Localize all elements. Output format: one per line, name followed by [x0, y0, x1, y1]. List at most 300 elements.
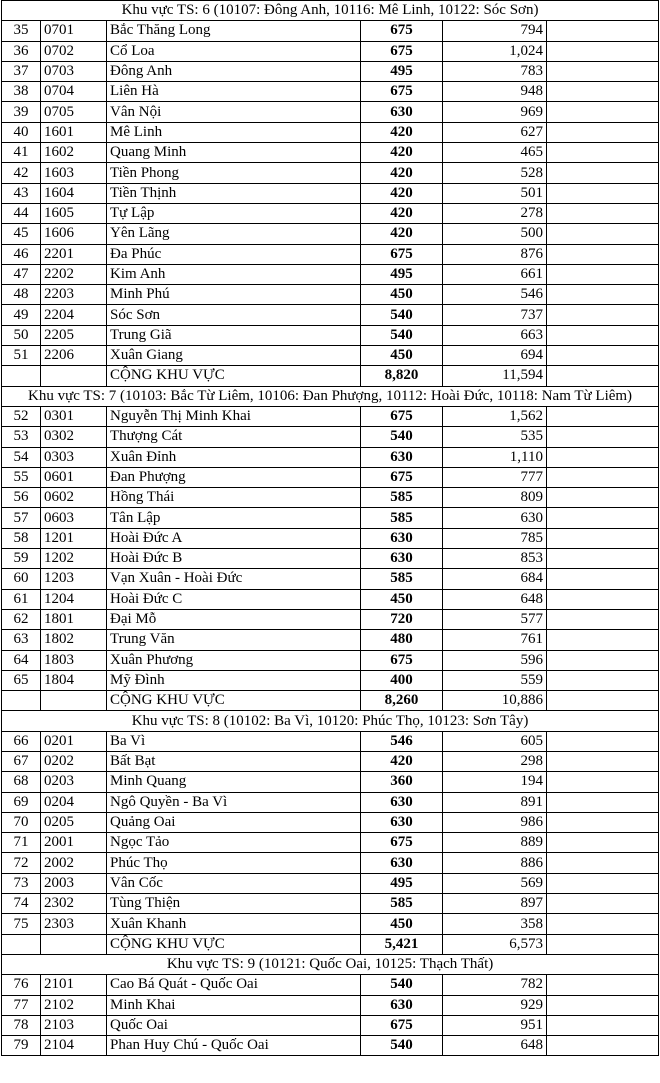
empty-cell — [547, 325, 659, 345]
row-number: 62 — [2, 609, 41, 629]
row-number: 47 — [2, 264, 41, 284]
row-number: 42 — [2, 163, 41, 183]
school-code: 0703 — [41, 61, 107, 81]
area-header: Khu vực TS: 8 (10102: Ba Vì, 10120: Phúc Thọ, 10123: Sơn Tây) — [2, 711, 659, 731]
school-name: Hồng Thái — [107, 488, 361, 508]
school-code: 1603 — [41, 163, 107, 183]
empty-cell — [547, 731, 659, 751]
empty-cell — [547, 224, 659, 244]
school-name: Tùng Thiện — [107, 894, 361, 914]
area-total-quota: 8,820 — [361, 366, 443, 386]
school-name: Thượng Cát — [107, 427, 361, 447]
row-number: 53 — [2, 427, 41, 447]
table-row — [2, 41, 659, 61]
registered-value: 569 — [443, 873, 547, 893]
school-name: Vạn Xuân - Hoài Đức — [107, 569, 361, 589]
empty-cell — [547, 650, 659, 670]
school-code: 1601 — [41, 122, 107, 142]
quota-value: 630 — [361, 792, 443, 812]
school-name: Hoài Đức C — [107, 589, 361, 609]
row-number: 36 — [2, 41, 41, 61]
empty-cell — [2, 366, 41, 386]
table-row — [2, 305, 659, 325]
row-number: 38 — [2, 82, 41, 102]
row-number: 41 — [2, 143, 41, 163]
row-number: 66 — [2, 731, 41, 751]
school-name: Hoài Đức A — [107, 528, 361, 548]
school-code: 0302 — [41, 427, 107, 447]
row-number: 44 — [2, 203, 41, 223]
quota-value: 540 — [361, 325, 443, 345]
quota-value: 420 — [361, 183, 443, 203]
school-code: 0303 — [41, 447, 107, 467]
empty-cell — [547, 934, 659, 954]
school-name: Đan Phượng — [107, 467, 361, 487]
quota-value: 540 — [361, 305, 443, 325]
school-code: 1203 — [41, 569, 107, 589]
empty-cell — [547, 589, 659, 609]
row-number: 54 — [2, 447, 41, 467]
quota-value: 546 — [361, 731, 443, 751]
empty-cell — [41, 934, 107, 954]
table-row — [2, 873, 659, 893]
registered-value: 853 — [443, 549, 547, 569]
table-row — [2, 163, 659, 183]
empty-cell — [547, 427, 659, 447]
school-name: Đông Anh — [107, 61, 361, 81]
table-row — [2, 447, 659, 467]
school-name: Bắc Thăng Long — [107, 21, 361, 41]
school-code: 2104 — [41, 1036, 107, 1056]
quota-value: 420 — [361, 143, 443, 163]
row-number: 61 — [2, 589, 41, 609]
row-number: 46 — [2, 244, 41, 264]
empty-cell — [547, 569, 659, 589]
table-row — [2, 224, 659, 244]
row-number: 58 — [2, 528, 41, 548]
registered-value: 986 — [443, 812, 547, 832]
quota-value: 585 — [361, 569, 443, 589]
quota-value: 450 — [361, 346, 443, 366]
empty-cell — [547, 630, 659, 650]
school-code: 2002 — [41, 853, 107, 873]
registered-value: 785 — [443, 528, 547, 548]
school-name: Ngô Quyền - Ba Vì — [107, 792, 361, 812]
empty-cell — [547, 833, 659, 853]
row-number: 67 — [2, 751, 41, 771]
quota-value: 630 — [361, 549, 443, 569]
table-row — [2, 833, 659, 853]
registered-value: 559 — [443, 670, 547, 690]
empty-cell — [41, 366, 107, 386]
school-code: 2102 — [41, 995, 107, 1015]
row-number: 45 — [2, 224, 41, 244]
registered-value: 737 — [443, 305, 547, 325]
row-number: 76 — [2, 975, 41, 995]
registered-value: 782 — [443, 975, 547, 995]
row-number: 48 — [2, 285, 41, 305]
school-code: 1605 — [41, 203, 107, 223]
school-name: Yên Lãng — [107, 224, 361, 244]
quota-value: 450 — [361, 589, 443, 609]
table-row — [2, 508, 659, 528]
empty-cell — [547, 549, 659, 569]
school-name: Vân Cốc — [107, 873, 361, 893]
school-name: Trung Văn — [107, 630, 361, 650]
quota-value: 540 — [361, 427, 443, 447]
registered-value: 298 — [443, 751, 547, 771]
empty-cell — [547, 812, 659, 832]
table-row — [2, 549, 659, 569]
row-number: 40 — [2, 122, 41, 142]
area-header-row — [2, 954, 659, 974]
school-code: 0705 — [41, 102, 107, 122]
row-number: 74 — [2, 894, 41, 914]
registered-value: 358 — [443, 914, 547, 934]
area-total-registered: 11,594 — [443, 366, 547, 386]
registered-value: 761 — [443, 630, 547, 650]
school-name: Xuân Khanh — [107, 914, 361, 934]
school-name: Hoài Đức B — [107, 549, 361, 569]
table-row — [2, 244, 659, 264]
table-row — [2, 203, 659, 223]
quota-value: 675 — [361, 1015, 443, 1035]
area-total-row — [2, 691, 659, 711]
empty-cell — [547, 995, 659, 1015]
school-name: Xuân Phương — [107, 650, 361, 670]
registered-value: 577 — [443, 609, 547, 629]
row-number: 52 — [2, 406, 41, 426]
empty-cell — [547, 346, 659, 366]
quota-value: 495 — [361, 61, 443, 81]
school-name: Xuân Đỉnh — [107, 447, 361, 467]
school-code: 0203 — [41, 772, 107, 792]
school-name: Minh Quang — [107, 772, 361, 792]
school-name: Đại Mỗ — [107, 609, 361, 629]
school-name: Phan Huy Chú - Quốc Oai — [107, 1036, 361, 1056]
table-row — [2, 630, 659, 650]
registered-value: 501 — [443, 183, 547, 203]
registered-value: 663 — [443, 325, 547, 345]
school-name: Ngọc Tảo — [107, 833, 361, 853]
quota-value: 585 — [361, 488, 443, 508]
table-row — [2, 467, 659, 487]
school-code: 2202 — [41, 264, 107, 284]
quota-value: 360 — [361, 772, 443, 792]
school-code: 2201 — [41, 244, 107, 264]
registered-value: 278 — [443, 203, 547, 223]
school-name: Cao Bá Quát - Quốc Oai — [107, 975, 361, 995]
row-number: 35 — [2, 21, 41, 41]
registered-value: 596 — [443, 650, 547, 670]
row-number: 73 — [2, 873, 41, 893]
row-number: 78 — [2, 1015, 41, 1035]
registered-value: 886 — [443, 853, 547, 873]
school-name: Ba Vì — [107, 731, 361, 751]
school-name: Mê Linh — [107, 122, 361, 142]
school-name: Mỹ Đình — [107, 670, 361, 690]
quota-value: 675 — [361, 650, 443, 670]
school-code: 2203 — [41, 285, 107, 305]
table-row — [2, 122, 659, 142]
registered-value: 969 — [443, 102, 547, 122]
registered-value: 648 — [443, 589, 547, 609]
quota-value: 630 — [361, 853, 443, 873]
quota-value: 495 — [361, 873, 443, 893]
quota-value: 630 — [361, 812, 443, 832]
empty-cell — [547, 305, 659, 325]
school-code: 1803 — [41, 650, 107, 670]
registered-value: 948 — [443, 82, 547, 102]
table-row — [2, 21, 659, 41]
school-name: Liên Hà — [107, 82, 361, 102]
quota-value: 540 — [361, 1036, 443, 1056]
quota-value: 420 — [361, 163, 443, 183]
school-code: 0602 — [41, 488, 107, 508]
row-number: 39 — [2, 102, 41, 122]
registered-value: 500 — [443, 224, 547, 244]
empty-cell — [547, 203, 659, 223]
quota-value: 585 — [361, 508, 443, 528]
empty-cell — [547, 792, 659, 812]
registered-value: 535 — [443, 427, 547, 447]
empty-cell — [547, 61, 659, 81]
empty-cell — [547, 467, 659, 487]
row-number: 77 — [2, 995, 41, 1015]
school-name: Kim Anh — [107, 264, 361, 284]
school-name: Cổ Loa — [107, 41, 361, 61]
quota-value: 675 — [361, 833, 443, 853]
table-row — [2, 792, 659, 812]
school-code: 2101 — [41, 975, 107, 995]
school-name: Phúc Thọ — [107, 853, 361, 873]
empty-cell — [547, 488, 659, 508]
quota-value: 420 — [361, 751, 443, 771]
empty-cell — [547, 183, 659, 203]
table-body — [2, 1, 659, 1056]
school-code: 1202 — [41, 549, 107, 569]
school-code: 0701 — [41, 21, 107, 41]
empty-cell — [547, 82, 659, 102]
empty-cell — [547, 244, 659, 264]
row-number: 69 — [2, 792, 41, 812]
quota-value: 720 — [361, 609, 443, 629]
registered-value: 809 — [443, 488, 547, 508]
registered-value: 891 — [443, 792, 547, 812]
table-row — [2, 102, 659, 122]
empty-cell — [547, 122, 659, 142]
empty-cell — [2, 691, 41, 711]
school-code: 0202 — [41, 751, 107, 771]
empty-cell — [547, 508, 659, 528]
school-code: 0205 — [41, 812, 107, 832]
area-total-label: CỘNG KHU VỰC — [107, 934, 361, 954]
table-row — [2, 812, 659, 832]
quota-value: 420 — [361, 203, 443, 223]
registered-value: 627 — [443, 122, 547, 142]
area-total-quota: 8,260 — [361, 691, 443, 711]
registered-value: 1,110 — [443, 447, 547, 467]
row-number: 49 — [2, 305, 41, 325]
quota-value: 480 — [361, 630, 443, 650]
registered-value: 951 — [443, 1015, 547, 1035]
school-name: Nguyễn Thị Minh Khai — [107, 406, 361, 426]
quota-value: 450 — [361, 285, 443, 305]
school-code: 2303 — [41, 914, 107, 934]
registered-value: 194 — [443, 772, 547, 792]
empty-cell — [547, 102, 659, 122]
row-number: 75 — [2, 914, 41, 934]
area-header-row — [2, 711, 659, 731]
school-code: 0704 — [41, 82, 107, 102]
registered-value: 1,562 — [443, 406, 547, 426]
school-name: Xuân Giang — [107, 346, 361, 366]
registered-value: 897 — [443, 894, 547, 914]
school-code: 1204 — [41, 589, 107, 609]
quota-value: 495 — [361, 264, 443, 284]
school-name: Minh Phú — [107, 285, 361, 305]
registered-value: 694 — [443, 346, 547, 366]
row-number: 56 — [2, 488, 41, 508]
row-number: 55 — [2, 467, 41, 487]
row-number: 79 — [2, 1036, 41, 1056]
empty-cell — [547, 41, 659, 61]
area-total-label: CỘNG KHU VỰC — [107, 691, 361, 711]
table-row — [2, 143, 659, 163]
registered-value: 546 — [443, 285, 547, 305]
school-name: Tự Lập — [107, 203, 361, 223]
empty-cell — [547, 366, 659, 386]
quota-value: 420 — [361, 224, 443, 244]
empty-cell — [547, 21, 659, 41]
school-name: Đa Phúc — [107, 244, 361, 264]
empty-cell — [547, 772, 659, 792]
school-code: 2103 — [41, 1015, 107, 1035]
empty-cell — [41, 691, 107, 711]
quota-value: 630 — [361, 528, 443, 548]
quota-value: 630 — [361, 102, 443, 122]
table-row — [2, 569, 659, 589]
row-number: 59 — [2, 549, 41, 569]
school-name: Minh Khai — [107, 995, 361, 1015]
quota-value: 675 — [361, 406, 443, 426]
school-code: 2206 — [41, 346, 107, 366]
table-row — [2, 285, 659, 305]
empty-cell — [547, 447, 659, 467]
table-row — [2, 731, 659, 751]
row-number: 71 — [2, 833, 41, 853]
table-row — [2, 264, 659, 284]
registered-value: 1,024 — [443, 41, 547, 61]
school-code: 1602 — [41, 143, 107, 163]
registered-value: 929 — [443, 995, 547, 1015]
row-number: 63 — [2, 630, 41, 650]
area-total-row — [2, 934, 659, 954]
empty-cell — [547, 1036, 659, 1056]
empty-cell — [547, 143, 659, 163]
table-row — [2, 914, 659, 934]
school-code: 0201 — [41, 731, 107, 751]
registered-value: 605 — [443, 731, 547, 751]
table-row — [2, 772, 659, 792]
empty-cell — [547, 853, 659, 873]
empty-cell — [547, 975, 659, 995]
school-code: 2205 — [41, 325, 107, 345]
table-row — [2, 346, 659, 366]
registered-value: 783 — [443, 61, 547, 81]
empty-cell — [547, 894, 659, 914]
row-number: 70 — [2, 812, 41, 832]
quota-value: 675 — [361, 82, 443, 102]
area-total-label: CỘNG KHU VỰC — [107, 366, 361, 386]
school-code: 0601 — [41, 467, 107, 487]
row-number: 57 — [2, 508, 41, 528]
quota-value: 420 — [361, 122, 443, 142]
quota-value: 630 — [361, 995, 443, 1015]
school-code: 1804 — [41, 670, 107, 690]
row-number: 43 — [2, 183, 41, 203]
table-row — [2, 995, 659, 1015]
table-row — [2, 183, 659, 203]
school-code: 1801 — [41, 609, 107, 629]
quota-value: 675 — [361, 467, 443, 487]
quota-value: 630 — [361, 447, 443, 467]
row-number: 64 — [2, 650, 41, 670]
table-row — [2, 406, 659, 426]
registered-value: 528 — [443, 163, 547, 183]
school-name: Tân Lập — [107, 508, 361, 528]
registered-value: 648 — [443, 1036, 547, 1056]
area-total-registered: 6,573 — [443, 934, 547, 954]
empty-cell — [547, 751, 659, 771]
quota-value: 675 — [361, 244, 443, 264]
row-number: 60 — [2, 569, 41, 589]
area-total-row — [2, 366, 659, 386]
school-code: 1606 — [41, 224, 107, 244]
area-header-row — [2, 386, 659, 406]
table-row — [2, 427, 659, 447]
school-name: Bất Bạt — [107, 751, 361, 771]
school-code: 1201 — [41, 528, 107, 548]
row-number: 50 — [2, 325, 41, 345]
table-row — [2, 975, 659, 995]
school-code: 0301 — [41, 406, 107, 426]
table-row — [2, 650, 659, 670]
table-row — [2, 589, 659, 609]
school-name: Quốc Oai — [107, 1015, 361, 1035]
registered-value: 794 — [443, 21, 547, 41]
school-code: 2003 — [41, 873, 107, 893]
registered-value: 465 — [443, 143, 547, 163]
area-total-quota: 5,421 — [361, 934, 443, 954]
area-header: Khu vực TS: 9 (10121: Quốc Oai, 10125: Thạch Thất) — [2, 954, 659, 974]
area-total-registered: 10,886 — [443, 691, 547, 711]
empty-cell — [547, 691, 659, 711]
quota-value: 585 — [361, 894, 443, 914]
registered-value: 630 — [443, 508, 547, 528]
school-code: 1802 — [41, 630, 107, 650]
school-name: Quang Minh — [107, 143, 361, 163]
quota-value: 675 — [361, 21, 443, 41]
empty-cell — [547, 264, 659, 284]
empty-cell — [547, 406, 659, 426]
registered-value: 876 — [443, 244, 547, 264]
table-row — [2, 670, 659, 690]
empty-cell — [547, 1015, 659, 1035]
table-row — [2, 488, 659, 508]
registered-value: 777 — [443, 467, 547, 487]
table-row — [2, 61, 659, 81]
